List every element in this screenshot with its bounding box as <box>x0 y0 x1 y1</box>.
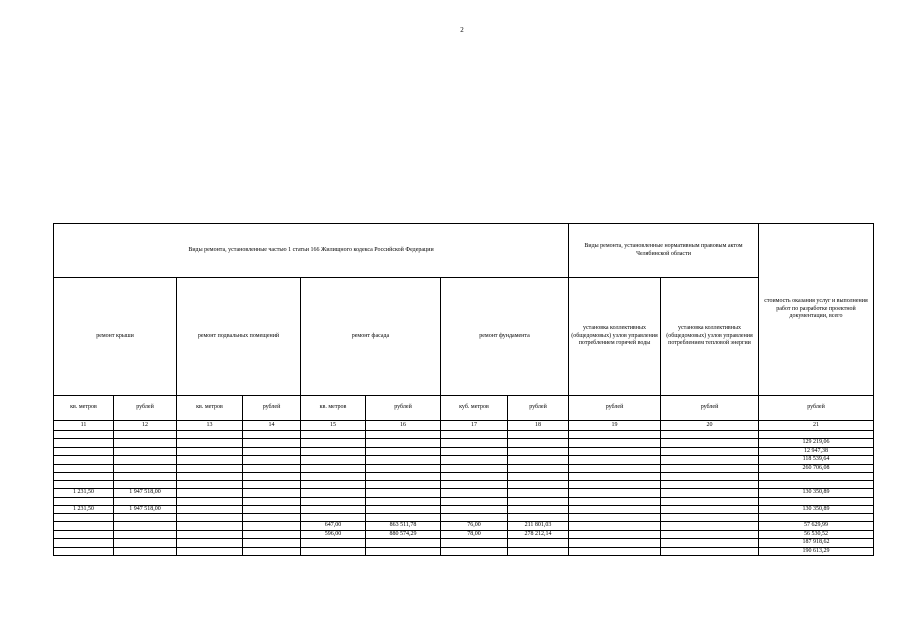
unit-cell: рублей <box>114 396 177 421</box>
table-cell <box>569 514 661 522</box>
column-number: 18 <box>508 421 569 431</box>
table-cell <box>508 481 569 489</box>
table-cell <box>54 547 114 556</box>
table-cell <box>54 456 114 465</box>
table-cell <box>366 456 441 465</box>
unit-cell: рублей <box>661 396 759 421</box>
table-cell <box>441 473 508 481</box>
table-row <box>54 539 874 548</box>
table-cell <box>441 439 508 448</box>
table-cell <box>243 497 301 505</box>
category-hot-water-metering: установка коллективных (общедомовых) узлов управления потреблением горячей воды <box>569 278 661 396</box>
table-cell <box>177 514 243 522</box>
table-cell <box>114 547 177 556</box>
table-cell <box>243 439 301 448</box>
table-cell <box>441 464 508 473</box>
table-cell <box>54 439 114 448</box>
table-cell: 57 629,99 <box>759 522 874 531</box>
table-cell <box>177 464 243 473</box>
table-cell <box>114 481 177 489</box>
table-cell <box>661 497 759 505</box>
table-cell <box>301 447 366 456</box>
table-cell: 880 574,29 <box>366 530 441 539</box>
group-regional-header: Виды ремонта, установленные нормативным правовым актом Челябинской области <box>569 224 759 278</box>
table-cell <box>301 547 366 556</box>
table-cell <box>177 522 243 531</box>
table-cell <box>177 456 243 465</box>
table-cell <box>177 431 243 439</box>
unit-cell: рублей <box>243 396 301 421</box>
table-cell <box>301 497 366 505</box>
table-cell: 56 530,52 <box>759 530 874 539</box>
table-cell <box>366 539 441 548</box>
table-cell <box>366 547 441 556</box>
table-cell <box>508 439 569 448</box>
table-cell <box>243 431 301 439</box>
table-cell <box>441 497 508 505</box>
table-cell <box>114 464 177 473</box>
table-cell <box>366 497 441 505</box>
table-cell <box>569 489 661 498</box>
table-cell <box>441 539 508 548</box>
table-cell <box>114 497 177 505</box>
table-cell <box>759 497 874 505</box>
table-cell <box>177 447 243 456</box>
table-cell <box>508 497 569 505</box>
table-cell <box>441 489 508 498</box>
table-cell: 647,00 <box>301 522 366 531</box>
table-cell <box>177 547 243 556</box>
table-cell <box>366 464 441 473</box>
table-cell <box>54 473 114 481</box>
table-row <box>54 464 874 473</box>
table-row <box>54 497 874 505</box>
table-cell <box>661 456 759 465</box>
table-row <box>54 439 874 448</box>
table-cell: 130 350,89 <box>759 505 874 514</box>
table-cell <box>54 522 114 531</box>
unit-cell: рублей <box>759 396 874 421</box>
table-cell <box>661 431 759 439</box>
table-row <box>54 447 874 456</box>
table-cell <box>441 481 508 489</box>
table-cell <box>569 464 661 473</box>
table-cell <box>177 481 243 489</box>
table-cell <box>177 539 243 548</box>
table-cell: 129 219,06 <box>759 439 874 448</box>
table-cell <box>441 456 508 465</box>
table-cell <box>243 473 301 481</box>
table-cell <box>569 447 661 456</box>
table-cell <box>114 456 177 465</box>
table-cell <box>759 431 874 439</box>
table-cell <box>243 464 301 473</box>
table-cell <box>177 505 243 514</box>
table-cell <box>366 489 441 498</box>
table-cell <box>661 514 759 522</box>
table-cell <box>759 481 874 489</box>
column-number: 15 <box>301 421 366 431</box>
table-row <box>54 522 874 531</box>
table-cell <box>301 431 366 439</box>
table-cell <box>661 505 759 514</box>
table-cell <box>114 473 177 481</box>
table-cell <box>441 547 508 556</box>
header-group-row <box>54 224 874 278</box>
table-cell <box>441 505 508 514</box>
table-cell <box>54 447 114 456</box>
column-number: 14 <box>243 421 301 431</box>
unit-cell: кв. метров <box>54 396 114 421</box>
column-number: 21 <box>759 421 874 431</box>
table-cell <box>177 439 243 448</box>
table-cell <box>301 464 366 473</box>
table-cell <box>661 530 759 539</box>
table-cell <box>366 439 441 448</box>
table-cell <box>661 547 759 556</box>
table-cell <box>177 530 243 539</box>
table-cell <box>243 481 301 489</box>
header-column-numbers-row <box>54 421 874 431</box>
table-cell <box>177 489 243 498</box>
unit-cell: рублей <box>366 396 441 421</box>
table-cell <box>661 489 759 498</box>
table-cell <box>759 514 874 522</box>
table-cell <box>54 431 114 439</box>
table-cell <box>114 439 177 448</box>
repair-works-table <box>53 223 874 556</box>
table-row <box>54 456 874 465</box>
table-cell <box>569 522 661 531</box>
table-cell: 278 212,14 <box>508 530 569 539</box>
table-cell <box>243 456 301 465</box>
table-cell: 1 231,50 <box>54 489 114 498</box>
table-cell <box>54 530 114 539</box>
category-roof-repair: ремонт крыши <box>54 278 177 396</box>
table-cell <box>177 497 243 505</box>
table-row <box>54 431 874 439</box>
unit-cell: кв. метров <box>177 396 243 421</box>
table-cell: 130 350,89 <box>759 489 874 498</box>
column-number: 12 <box>114 421 177 431</box>
table-cell <box>508 547 569 556</box>
table-cell: 12 947,38 <box>759 447 874 456</box>
table-cell <box>243 522 301 531</box>
table-cell <box>508 539 569 548</box>
table-cell <box>508 447 569 456</box>
table-cell <box>243 530 301 539</box>
table-cell: 76,00 <box>441 522 508 531</box>
total-cost-header: стоимость оказания услуг и выполнения работ по разработке проектной документации, всего <box>759 224 874 396</box>
table-cell: 260 706,08 <box>759 464 874 473</box>
table-cell <box>759 473 874 481</box>
table-cell: 596,00 <box>301 530 366 539</box>
table-cell <box>569 547 661 556</box>
table-cell <box>301 473 366 481</box>
table-cell <box>569 473 661 481</box>
table-cell <box>508 464 569 473</box>
table-cell <box>441 514 508 522</box>
unit-cell: рублей <box>569 396 661 421</box>
column-number: 13 <box>177 421 243 431</box>
table-cell <box>661 473 759 481</box>
unit-cell: рублей <box>508 396 569 421</box>
header-units-row <box>54 396 874 421</box>
table-cell <box>301 481 366 489</box>
table-cell <box>569 456 661 465</box>
table-row <box>54 473 874 481</box>
table-row <box>54 547 874 556</box>
table-cell <box>569 431 661 439</box>
table-row <box>54 481 874 489</box>
table-cell <box>508 514 569 522</box>
table-cell: 1 947 518,00 <box>114 489 177 498</box>
table-cell <box>441 431 508 439</box>
table-row <box>54 514 874 522</box>
table-cell <box>54 497 114 505</box>
table-cell: 211 801,03 <box>508 522 569 531</box>
table-cell <box>301 439 366 448</box>
table-cell <box>243 547 301 556</box>
table-cell <box>508 456 569 465</box>
table-cell: 1 947 518,00 <box>114 505 177 514</box>
table-cell <box>569 497 661 505</box>
table-row <box>54 489 874 498</box>
table-cell <box>661 481 759 489</box>
table-cell <box>569 530 661 539</box>
category-basement-repair: ремонт подвальных помещений <box>177 278 301 396</box>
table-cell <box>366 505 441 514</box>
category-foundation-repair: ремонт фундамента <box>441 278 569 396</box>
header-category-row <box>54 278 874 396</box>
table-cell <box>301 514 366 522</box>
table-cell <box>366 431 441 439</box>
table-cell <box>243 539 301 548</box>
table-cell <box>661 439 759 448</box>
column-number: 11 <box>54 421 114 431</box>
table-cell: 863 511,78 <box>366 522 441 531</box>
table-cell <box>301 539 366 548</box>
table-row <box>54 530 874 539</box>
category-facade-repair: ремонт фасада <box>301 278 441 396</box>
table-cell <box>366 481 441 489</box>
table-cell <box>243 505 301 514</box>
table-cell <box>114 431 177 439</box>
table-cell <box>508 489 569 498</box>
table-cell <box>301 505 366 514</box>
table-cell <box>54 514 114 522</box>
table-row <box>54 505 874 514</box>
table-cell <box>508 505 569 514</box>
table-cell: 78,00 <box>441 530 508 539</box>
table-cell <box>54 464 114 473</box>
table-cell <box>301 456 366 465</box>
table-cell <box>508 473 569 481</box>
column-number: 19 <box>569 421 661 431</box>
table-cell <box>569 505 661 514</box>
table-cell: 187 918,62 <box>759 539 874 548</box>
table-cell <box>177 473 243 481</box>
page-number: 2 <box>460 26 464 34</box>
table-cell <box>114 447 177 456</box>
table-cell <box>661 464 759 473</box>
table-cell <box>366 473 441 481</box>
table-cell <box>661 447 759 456</box>
table-cell <box>54 481 114 489</box>
table-cell <box>441 447 508 456</box>
table-cell <box>366 514 441 522</box>
table-cell <box>569 481 661 489</box>
table-cell <box>114 514 177 522</box>
table-cell <box>301 489 366 498</box>
column-number: 20 <box>661 421 759 431</box>
table-cell <box>54 539 114 548</box>
unit-cell: куб. метров <box>441 396 508 421</box>
table-cell: 1 231,50 <box>54 505 114 514</box>
category-heat-metering: установка коллективных (общедомовых) узлов управления потреблением тепловой энергии <box>661 278 759 396</box>
column-number: 16 <box>366 421 441 431</box>
table-cell <box>661 522 759 531</box>
table-cell <box>114 539 177 548</box>
table-cell <box>366 447 441 456</box>
table-cell: 190 613,29 <box>759 547 874 556</box>
table-cell <box>243 447 301 456</box>
table-cell <box>114 530 177 539</box>
table-cell <box>569 439 661 448</box>
column-number: 17 <box>441 421 508 431</box>
table-cell <box>661 539 759 548</box>
table-cell: 118 539,64 <box>759 456 874 465</box>
group-federal-header: Виды ремонта, установленные частью 1 статьи 166 Жилищного кодекса Российской Федерации <box>54 224 569 278</box>
table-cell <box>243 514 301 522</box>
table-cell <box>569 539 661 548</box>
table-cell <box>243 489 301 498</box>
unit-cell: кв. метров <box>301 396 366 421</box>
table-cell <box>508 431 569 439</box>
table-cell <box>114 522 177 531</box>
